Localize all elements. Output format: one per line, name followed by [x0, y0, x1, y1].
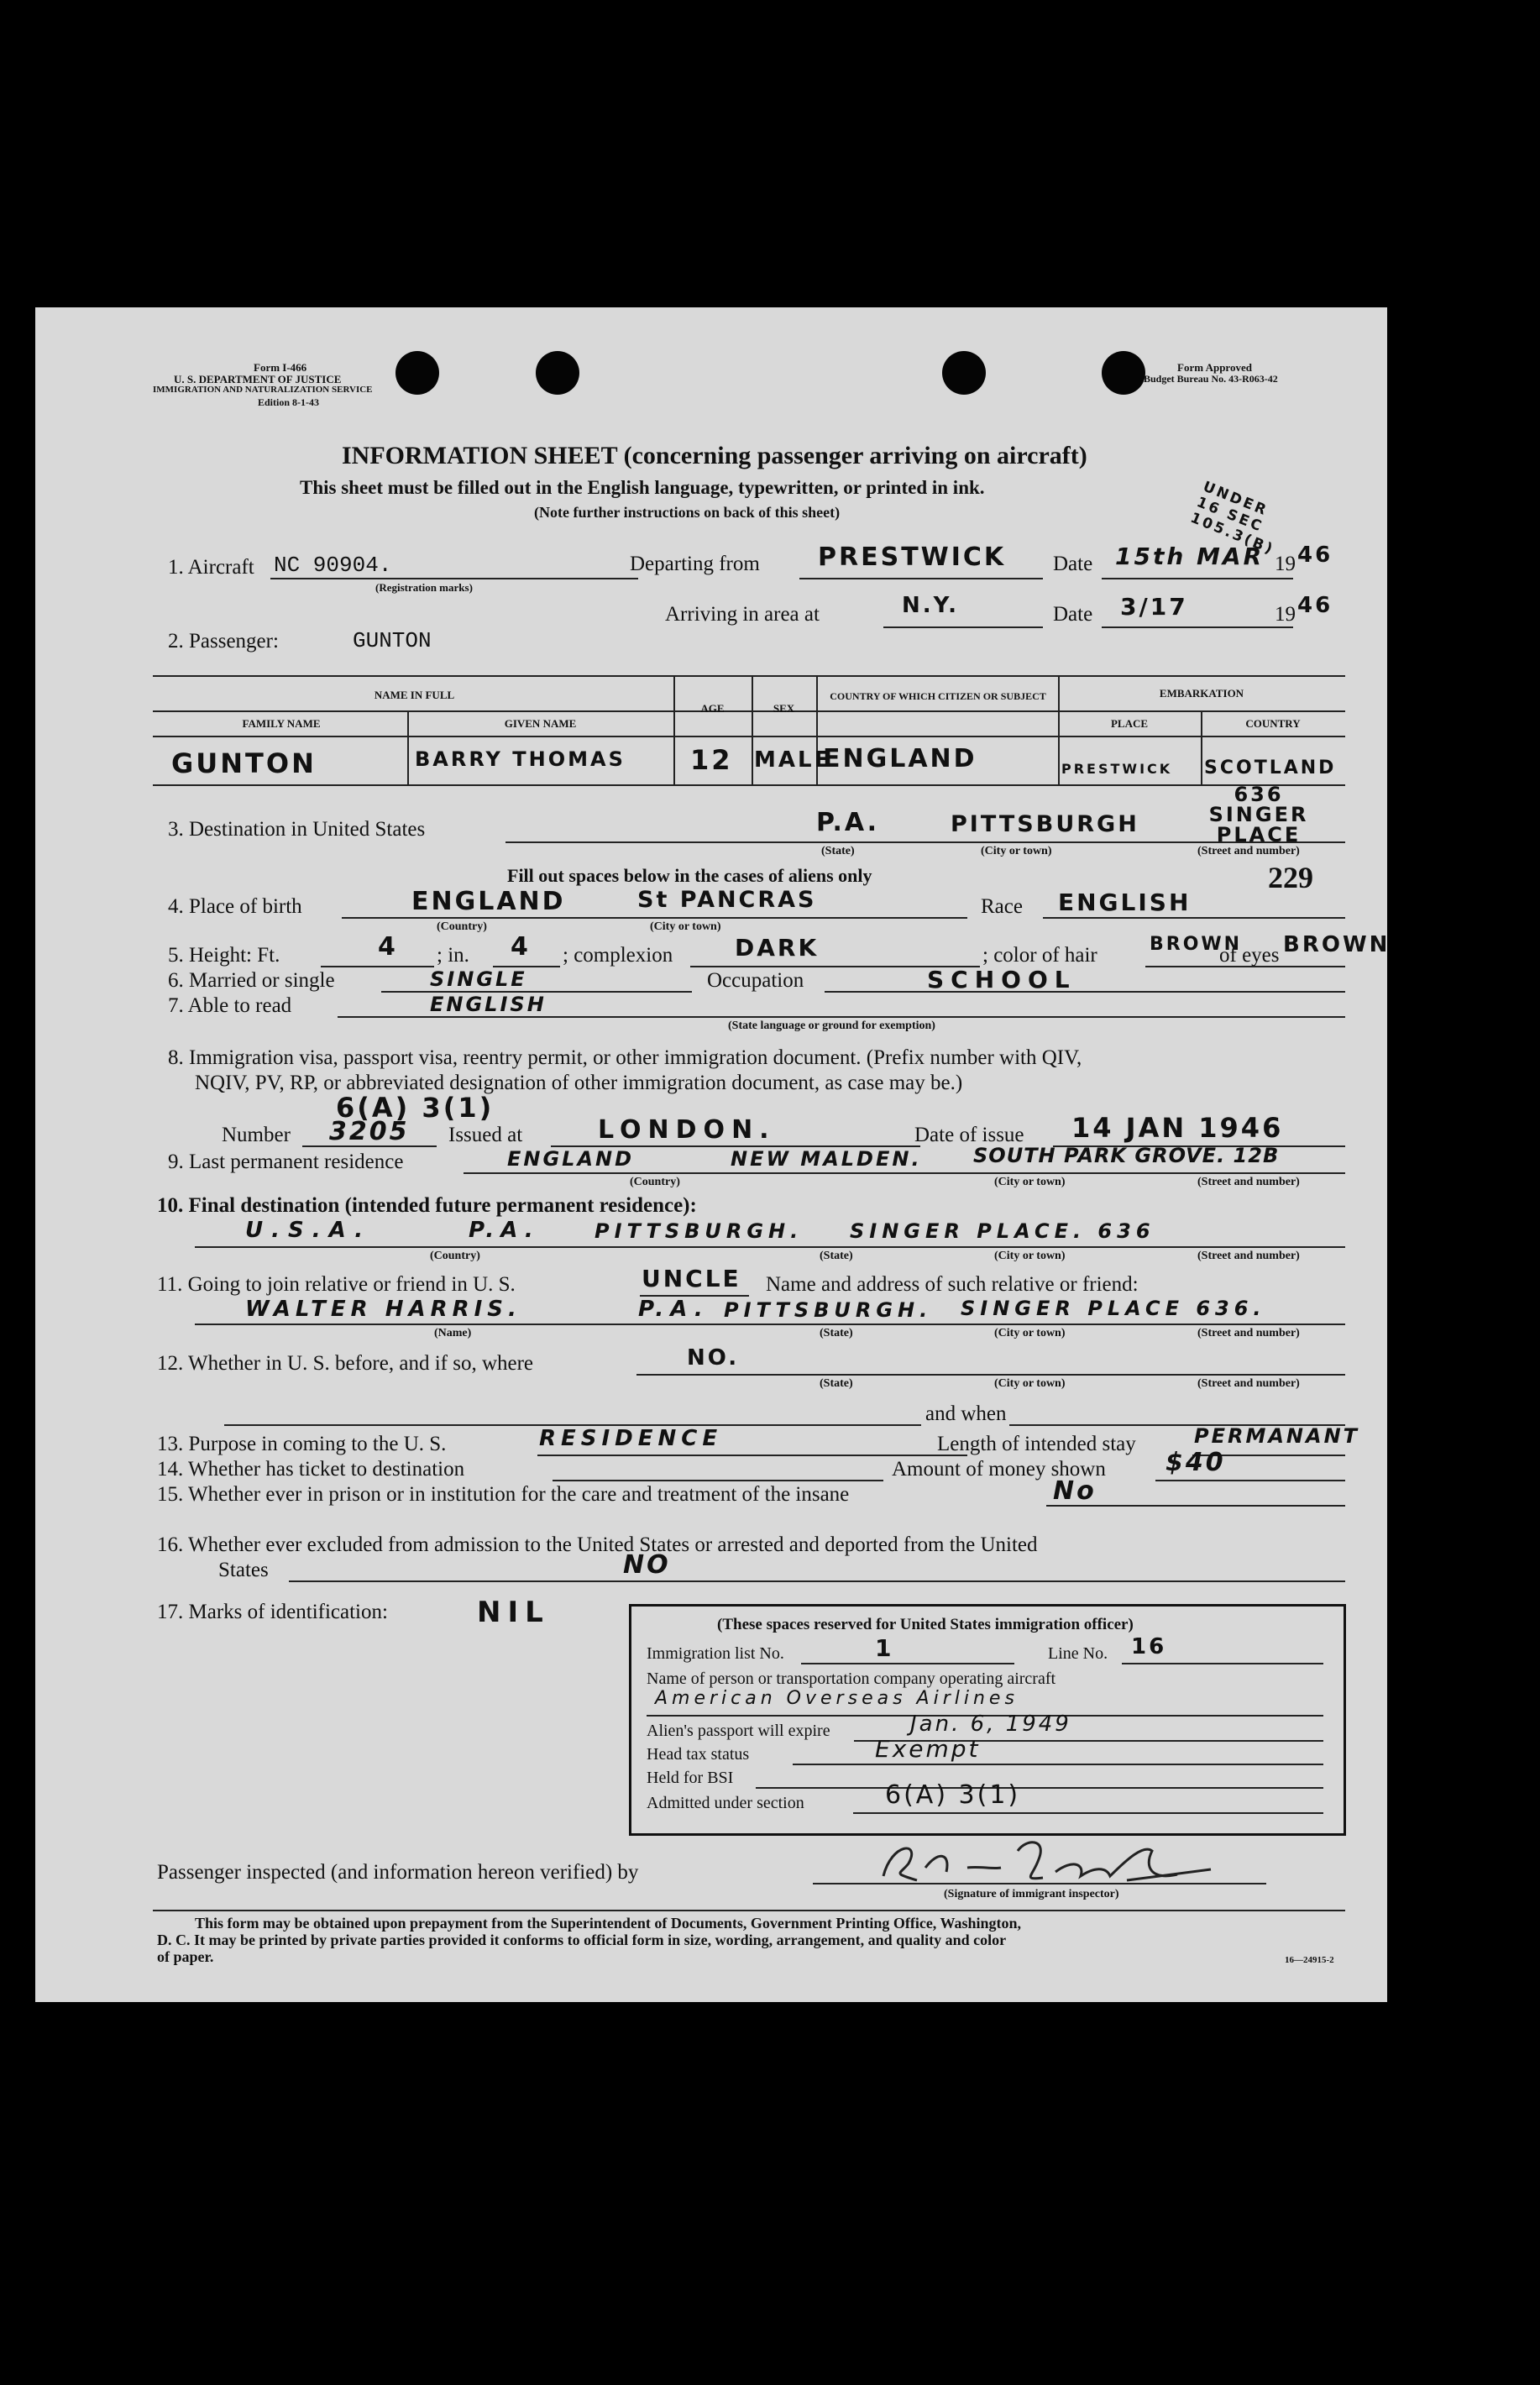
before-city-caption: (City or town)	[994, 1377, 1066, 1390]
final-street-caption: (Street and number)	[1197, 1250, 1300, 1262]
complexion-label: ; complexion	[563, 944, 673, 967]
visa-number-value: 3205	[329, 1117, 410, 1146]
ticket-label: 14. Whether has ticket to destination	[157, 1458, 465, 1481]
issue-date-label: Date of issue	[914, 1124, 1024, 1146]
line-value: 16	[1131, 1634, 1167, 1659]
bsi-label: Held for BSI	[647, 1769, 734, 1787]
before-value: NO.	[687, 1345, 740, 1371]
final-state: P.A.	[469, 1218, 540, 1243]
stay-value: PERMANANT	[1194, 1424, 1360, 1448]
dest-city-caption: (City or town)	[981, 845, 1052, 857]
before-state-caption: (State)	[820, 1377, 853, 1390]
join-label: 11. Going to join relative or friend in U. S.	[157, 1273, 516, 1296]
married-value: SINGLE	[430, 967, 527, 991]
punch-hole	[536, 351, 579, 395]
final-state-caption: (State)	[820, 1250, 853, 1262]
birth-city: St PANCRAS	[637, 887, 817, 913]
form-sheet	[35, 307, 1391, 2002]
embark-country-value: SCOTLAND	[1204, 757, 1337, 778]
final-country: U.S.A.	[245, 1218, 372, 1243]
money-label: Amount of money shown	[892, 1458, 1106, 1481]
footer-line-1: This form may be obtained upon prepayment from the Superintendent of Documents, Government Printing Office, Washington,	[195, 1915, 1022, 1932]
service: IMMIGRATION AND NATURALIZATION SERVICE	[153, 385, 373, 395]
footer-line-3: of paper.	[157, 1948, 214, 1965]
admitted-label: Admitted under section	[647, 1794, 804, 1812]
prison-label: 15. Whether ever in prison or in institution for the care and treatment of the insane	[157, 1483, 850, 1506]
join-name-caption: (Name)	[434, 1327, 472, 1339]
officer-box-title: (These spaces reserved for United States immigration officer)	[717, 1616, 1134, 1633]
height-in-label: ; in.	[437, 944, 469, 967]
prison-value: No	[1053, 1476, 1097, 1506]
footer-line-2: D. C. It may be printed by private parties provided it conforms to official form in size, wording, arrangement, and quality and color	[157, 1932, 1007, 1948]
budget-bureau: Budget Bureau No. 43-R063-42	[1144, 373, 1278, 385]
residence-country: ENGLAND	[507, 1147, 635, 1171]
year2-prefix: 19	[1275, 603, 1296, 626]
marks-value: NIL	[477, 1596, 550, 1629]
height-in-value: 4	[511, 932, 531, 962]
birth-country: ENGLAND	[411, 887, 566, 916]
birth-label: 4. Place of birth	[168, 895, 302, 918]
purpose-label: 13. Purpose in coming to the U. S.	[157, 1433, 447, 1455]
date2-value: 3/17	[1120, 593, 1188, 621]
dest-street-caption: (Street and number)	[1197, 845, 1300, 857]
operator-label: Name of person or transportation company operating aircraft	[647, 1670, 1056, 1688]
embark-place-value: PRESTWICK	[1061, 761, 1173, 777]
height-ft-value: 4	[378, 932, 398, 962]
join-city: PITTSBURGH.	[724, 1298, 933, 1322]
edition: Edition 8-1-43	[258, 396, 320, 408]
visa-label-2: NQIV, PV, RP, or abbreviated designation of other immigration document, as case may be.)	[195, 1072, 963, 1094]
destination-street: 636 SINGER PLACE	[1208, 783, 1309, 847]
passenger-label: 2. Passenger:	[168, 630, 279, 653]
height-label: 5. Height: Ft.	[168, 944, 280, 967]
punch-hole	[942, 351, 986, 395]
race-label: Race	[981, 895, 1023, 918]
destination-label: 3. Destination in United States	[168, 818, 426, 841]
birth-country-caption: (Country)	[437, 920, 487, 933]
list-label: Immigration list No.	[647, 1644, 784, 1663]
residence-city: NEW MALDEN.	[731, 1147, 922, 1171]
excluded-value: NO	[623, 1550, 671, 1580]
purpose-value: RESIDENCE	[539, 1426, 723, 1451]
complexion-value: DARK	[735, 934, 820, 962]
arriving-value: N.Y.	[902, 593, 960, 618]
residence-label: 9. Last permanent residence	[168, 1151, 404, 1173]
name-in-full-header: NAME IN FULL	[374, 689, 455, 701]
operator-value: American Overseas Airlines	[655, 1688, 1019, 1709]
date-label: Date	[1053, 553, 1093, 575]
married-label: 6. Married or single	[168, 969, 335, 992]
final-street: SINGER PLACE. 636	[850, 1219, 1155, 1243]
family-name-header: FAMILY NAME	[242, 717, 321, 730]
destination-state: P.A.	[816, 808, 880, 837]
hair-value: BROWN	[1150, 934, 1243, 955]
visa-number-label: Number	[222, 1124, 291, 1146]
passport-label: Alien's passport will expire	[647, 1722, 830, 1740]
passenger-value: GUNTON	[353, 628, 432, 653]
dest-state-caption: (State)	[821, 845, 855, 857]
res-street-caption: (Street and number)	[1197, 1176, 1300, 1188]
res-city-caption: (City or town)	[994, 1176, 1066, 1188]
aircraft-value: NC 90904.	[274, 553, 392, 578]
money-value: $40	[1165, 1448, 1226, 1477]
year-prefix: 19	[1275, 553, 1296, 575]
department: U. S. DEPARTMENT OF JUSTICE	[174, 373, 342, 385]
when-label: and when	[925, 1402, 1007, 1425]
given-name-header: GIVEN NAME	[504, 717, 577, 730]
passport-value: Jan. 6, 1949	[910, 1711, 1071, 1737]
join-state: P.A.	[638, 1297, 710, 1322]
eyes-value: BROWN	[1283, 932, 1391, 957]
issued-value: LONDON.	[598, 1115, 776, 1145]
join-city-caption: (City or town)	[994, 1327, 1066, 1339]
join-street-caption: (Street and number)	[1197, 1327, 1300, 1339]
under16-stamp: UNDER 16 SEC 105.3(B)	[1187, 478, 1277, 559]
res-country-caption: (Country)	[630, 1176, 680, 1188]
date2-label: Date	[1053, 603, 1093, 626]
join-street: SINGER PLACE 636.	[961, 1297, 1266, 1320]
registration-caption: (Registration marks)	[375, 581, 473, 594]
excluded-label-1: 16. Whether ever excluded from admission to the United States or arrested and deported from the United	[157, 1533, 1038, 1556]
excluded-label-2: States	[218, 1559, 269, 1581]
destination-city: PITTSBURGH	[951, 811, 1139, 837]
line-label: Line No.	[1048, 1644, 1108, 1663]
occupation-label: Occupation	[707, 969, 804, 992]
hair-label: ; color of hair	[982, 944, 1097, 967]
issue-date-value: 14 JAN 1946	[1071, 1112, 1284, 1144]
country-header: COUNTRY	[1245, 717, 1301, 730]
form-number: Form I-466	[254, 361, 307, 374]
tax-label: Head tax status	[647, 1745, 750, 1764]
punch-hole	[1102, 351, 1145, 395]
sheet-number: 229	[1268, 861, 1313, 894]
read-caption: (State language or ground for exemption)	[728, 1020, 935, 1032]
visa-prefix: 6(A) 3(1)	[336, 1092, 495, 1124]
aircraft-label: 1. Aircraft	[168, 556, 254, 579]
inspected-label: Passenger inspected (and information hereon verified) by	[157, 1861, 639, 1884]
year2-value: 46	[1297, 593, 1333, 618]
stay-label: Length of intended stay	[937, 1433, 1136, 1455]
list-value: 1	[875, 1634, 894, 1662]
before-street-caption: (Street and number)	[1197, 1377, 1300, 1390]
final-city: PITTSBURGH.	[595, 1219, 804, 1243]
inspector-signature	[875, 1834, 1228, 1890]
given-name-value: BARRY THOMAS	[415, 747, 626, 771]
footer-code: 16—24915-2	[1285, 1955, 1334, 1965]
form-approved: Form Approved	[1177, 361, 1252, 374]
sex-header: SEX	[773, 702, 795, 715]
date-value: 15th MAR	[1115, 543, 1265, 570]
final-label: 10. Final destination (intended future permanent residence):	[157, 1194, 697, 1217]
join-name-label: Name and address of such relative or friend:	[766, 1273, 1139, 1296]
join-name: WALTER HARRIS.	[245, 1297, 521, 1322]
before-label: 12. Whether in U. S. before, and if so, where	[157, 1352, 534, 1375]
citizen-value: ENGLAND	[823, 744, 977, 773]
read-label: 7. Able to read	[168, 994, 292, 1017]
occupation-value: SCHOOL	[927, 966, 1076, 993]
tax-value: Exempt	[875, 1735, 981, 1763]
birth-city-caption: (City or town)	[650, 920, 721, 933]
issued-label: Issued at	[448, 1124, 523, 1146]
citizenship-header: COUNTRY OF WHICH CITIZEN OR SUBJECT	[830, 690, 1046, 702]
subtitle: This sheet must be filled out in the English language, typewritten, or printed in ink.	[300, 477, 985, 498]
admitted-value: 6(A) 3(1)	[885, 1780, 1021, 1810]
marks-label: 17. Marks of identification:	[157, 1601, 388, 1623]
sex-value: MALE	[754, 747, 832, 773]
year-value: 46	[1297, 543, 1333, 568]
page-title: INFORMATION SHEET (concerning passenger arriving on aircraft)	[342, 442, 1087, 469]
visa-label-1: 8. Immigration visa, passport visa, reentry permit, or other immigration document. (Prefix number with QIV,	[168, 1046, 1082, 1069]
join-state-caption: (State)	[820, 1327, 853, 1339]
eyes-label: of eyes	[1219, 944, 1280, 967]
final-country-caption: (Country)	[430, 1250, 480, 1262]
final-city-caption: (City or town)	[994, 1250, 1066, 1262]
departing-label: Departing from	[630, 553, 760, 575]
join-relation: UNCLE	[642, 1265, 741, 1292]
place-header: PLACE	[1110, 717, 1149, 730]
arriving-label: Arriving in area at	[665, 603, 820, 626]
departing-value: PRESTWICK	[818, 543, 1007, 572]
instructions-note: (Note further instructions on back of this sheet)	[534, 504, 841, 521]
age-header: AGE	[700, 702, 725, 715]
age-value: 12	[690, 744, 733, 776]
race-value: ENGLISH	[1058, 888, 1192, 916]
signature-caption: (Signature of immigrant inspector)	[944, 1888, 1119, 1900]
punch-hole	[395, 351, 439, 395]
embarkation-header: EMBARKATION	[1159, 687, 1244, 700]
family-name-value: GUNTON	[171, 747, 317, 779]
residence-street: SOUTH PARK GROVE. 12B	[973, 1144, 1280, 1167]
aliens-only-note: Fill out spaces below in the cases of aliens only	[507, 865, 872, 886]
read-value: ENGLISH	[430, 993, 547, 1016]
